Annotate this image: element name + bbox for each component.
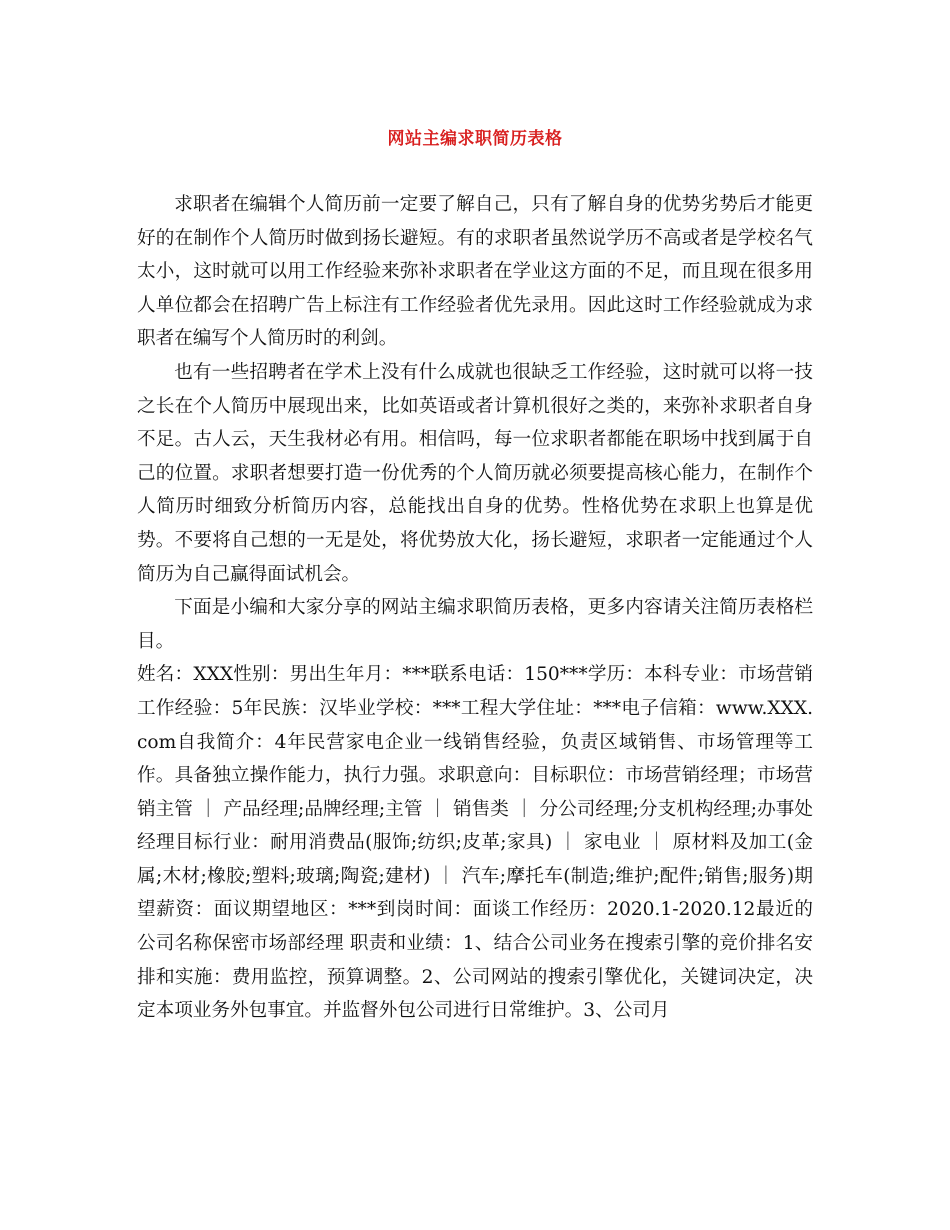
resume-details: 姓名：XXX性别：男出生年月：***联系电话：150***学历：本科专业：市场营销工作经验：5年民族：汉毕业学校：***工程大学住址：***电子信箱：www.XXX.com自我简介：4年民营家电企业一线销售经验，负责区域销售、市场管理等工作。具备独立操作能力，执行力强。求职意向：目标职位：市场营销经理；市场营销主管 ｜ 产品经理;品牌经理;主管 ｜ 销售类 ｜ 分公司经理;分支机构经理;办事处经理目标行业：耐用消费品(服饰;纺织;皮革;家具) ｜ 家电业 ｜ 原材料及加工(金属;木材;橡胶;塑料;玻璃;陶瓷;建材) ｜ 汽车;摩托车(制造;维护;配件;销售;服务)期望薪资：面议期望地区：***到岗时间：面谈工作经历：2020.1-2020.12最近的公司名称保密市场部经理 职责和业绩：1、结合公司业务在搜索引擎的竞价排名安排和实施：费用监控，预算调整。2、公司网站的搜索引擎优化，关键词决定，决定本项业务外包事宜。并监督外包公司进行日常维护。3、公司月: [137, 664, 813, 1022]
intro-paragraph-2: 也有一些招聘者在学术上没有什么成就也很缺乏工作经验，这时就可以将一技之长在个人简历中展现出来，比如英语或者计算机很好之类的，来弥补求职者自身不足。古人云，天生我材必有用。相信吗，每一位求职者都能在职场中找到属于自己的位置。求职者想要打造一份优秀的个人简历就必须要提高核心能力，在制作个人简历时细致分析简历内容，总能找出自身的优势。性格优势在求职上也算是优势。不要将自己想的一无是处，将优势放大化，扬长避短，求职者一定能通过个人简历为自己赢得面试机会。: [137, 361, 813, 585]
document-title: 网站主编求职简历表格: [387, 129, 563, 149]
intro-paragraph-1: 求职者在编辑个人简历前一定要了解自己，只有了解自身的优势劣势后才能更好的在制作个人简历时做到扬长避短。有的求职者虽然说学历不高或者是学校名气太小，这时就可以用工作经验来弥补求职者在学业这方面的不足，而且现在很多用人单位都会在招聘广告上标注有工作经验者优先录用。因此这时工作经验就成为求职者在编写个人简历时的利剑。: [137, 194, 813, 350]
intro-paragraph-3: 下面是小编和大家分享的网站主编求职简历表格，更多内容请关注简历表格栏目。: [137, 597, 813, 652]
document-body: [137, 188, 813, 1028]
